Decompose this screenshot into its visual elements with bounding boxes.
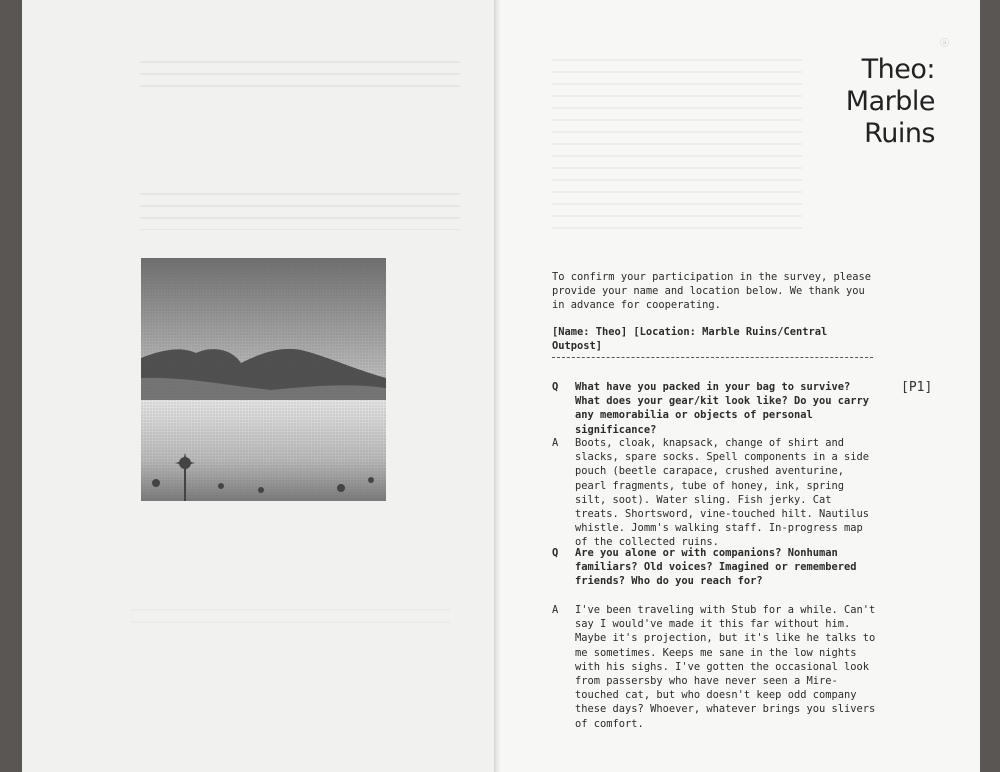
show-through-left-top [140,58,460,94]
question-text: What have you packed in your bag to survive? What does your gear/kit look like? Do you carry any memorabilia or objects of personal significance? [575,381,870,436]
answer-text: I've been traveling with Stub for a while. Can't say I would've made it this far without him. Maybe it's projection, but it's like he talks to me sometimes. Keeps me sane in the low nights with his sighs. I've gotten the occasional look from passersby who have never seen a Mire-touched cat, but who doesn't keep odd company these days? Whoever, whatever brings you slivers of comfort. [575,604,876,730]
name-location-field: [Name: Theo] [Location: Marble Ruins/Central Outpost] [552,326,828,353]
title-line-2: Marble [845,86,935,117]
answer-marker: A [552,437,559,449]
show-through-right-top [552,56,802,236]
question-marker: Q [552,547,559,559]
title-line-1: Theo: [861,54,935,85]
dashed-divider [552,357,873,358]
landscape-photo [141,258,386,501]
answer-text: Boots, cloak, knapsack, change of shirt and slacks, spare socks. Spell components in a side pouch (beetle carapace, crushed aventurine, pearl fragments, tube of honey, ink, spring silt, soot). Water sling. Fish jerky. Cat treats. Shortsword, vine-touched hilt. Nautilus whistle. Jomm's walking staff. In-progress map of the collected ruins. [575,437,870,549]
intro-paragraph: To confirm your participation in the survey, please provide your name and location below. We thank you in advance for cooperating. [552,271,872,312]
show-through-left-mid [140,190,460,230]
answer-marker: A [552,604,559,616]
title-line-3: Ruins [864,118,935,149]
question-text: Are you alone or with companions? Nonhuman familiars? Old voices? Imagined or remembered friends? Who do you reach for? [575,547,857,588]
page-number-mark: ⓐ [940,39,950,49]
show-through-left-low [130,606,450,628]
section-tag: [P1] [901,380,933,395]
page-title [810,54,935,150]
question-marker: Q [552,381,559,393]
